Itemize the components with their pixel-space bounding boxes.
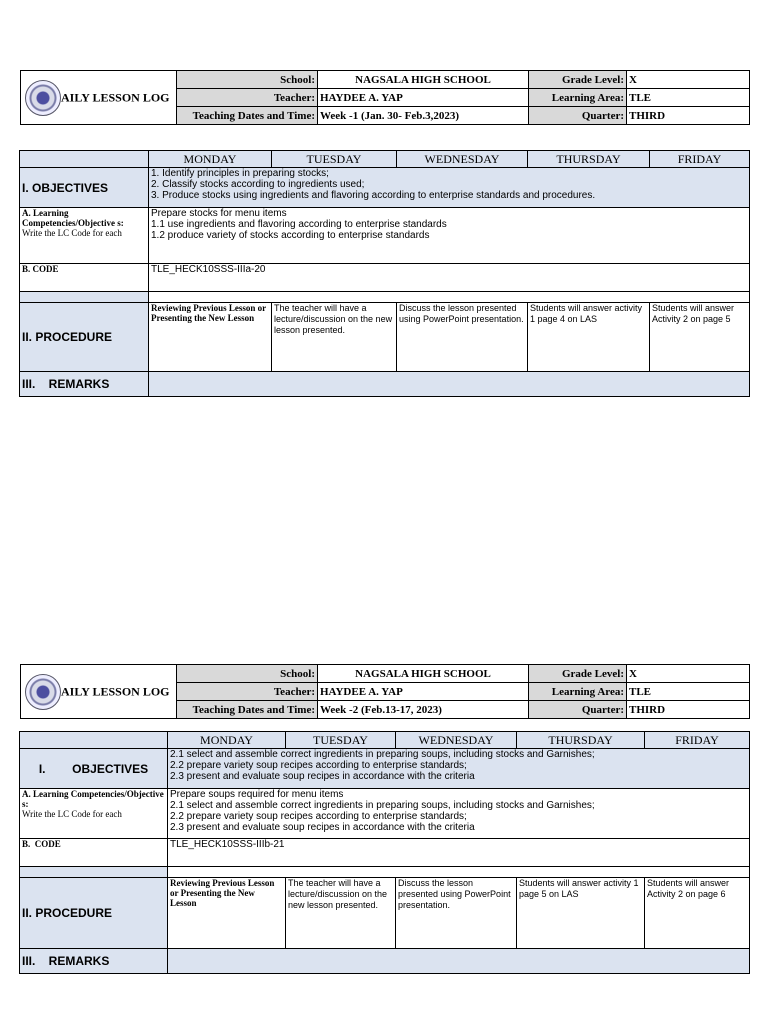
code-value: TLE_HECK10SSS-IIIa-20 <box>149 264 750 292</box>
corner-cell <box>20 732 168 749</box>
teaching-dates-label: Teaching Dates and Time: <box>177 107 318 125</box>
spacer-cell <box>20 867 168 878</box>
procedure-monday: Reviewing Previous Lesson or Presenting the New Lesson <box>168 878 286 949</box>
procedure-monday: Reviewing Previous Lesson or Presenting the New Lesson <box>149 303 272 372</box>
teaching-dates-label: Teaching Dates and Time: <box>177 701 318 719</box>
lesson-log-body-2 <box>19 731 750 974</box>
teacher-label: Teacher: <box>177 683 318 701</box>
competencies-note: Write the LC Code for each <box>22 809 122 819</box>
quarter-value: THIRD <box>627 701 750 719</box>
procedure-label: II. PROCEDURE <box>20 878 168 949</box>
objective-item: 2. Classify stocks according to ingredients used; <box>151 179 365 190</box>
lesson-log-title: AILY LESSON LOG <box>61 684 170 698</box>
school-value: NAGSALA HIGH SCHOOL <box>318 665 529 683</box>
remarks-cell <box>149 372 750 397</box>
remarks-label: III. REMARKS <box>20 372 149 397</box>
procedure-friday: Students will answer Activity 2 on page 6 <box>645 878 750 949</box>
learning-area-label: Learning Area: <box>529 89 627 107</box>
school-label: School: <box>177 665 318 683</box>
procedure-wednesday: Discuss the lesson presented using PowerPoint presentation. <box>397 303 528 372</box>
objective-item: 2.3 present and evaluate soup recipes in accordance with the criteria <box>170 771 475 782</box>
grade-level-value: X <box>627 665 750 683</box>
day-thursday: THURSDAY <box>517 732 645 749</box>
procedure-tuesday: The teacher will have a lecture/discussion on the new lesson presented. <box>286 878 396 949</box>
objectives-cell <box>168 749 750 789</box>
competencies-label-cell <box>20 208 149 264</box>
competencies-cell <box>149 208 750 264</box>
competencies-label-cell <box>20 789 168 839</box>
code-value: TLE_HECK10SSS-IIIb-21 <box>168 839 750 867</box>
teacher-label: Teacher: <box>177 89 318 107</box>
day-monday: MONDAY <box>168 732 286 749</box>
grade-level-label: Grade Level: <box>529 71 627 89</box>
corner-cell <box>20 151 149 168</box>
competency-item: 1.2 produce variety of stocks according to enterprise standards <box>151 230 430 241</box>
deped-seal-icon <box>25 80 61 116</box>
header-title-cell <box>21 665 177 719</box>
quarter-value: THIRD <box>627 107 750 125</box>
learning-area-value: TLE <box>627 683 750 701</box>
competencies-note: Write the LC Code for each <box>22 228 122 238</box>
objectives-label: I. OBJECTIVES <box>20 749 168 789</box>
day-thursday: THURSDAY <box>528 151 650 168</box>
code-label: B. CODE <box>20 839 168 867</box>
procedure-label: II. PROCEDURE <box>20 303 149 372</box>
grade-level-label: Grade Level: <box>529 665 627 683</box>
competency-item: Prepare soups required for menu items <box>170 789 344 800</box>
header-title-cell <box>21 71 177 125</box>
day-tuesday: TUESDAY <box>286 732 396 749</box>
teaching-dates-value: Week -1 (Jan. 30- Feb.3,2023) <box>318 107 529 125</box>
day-tuesday: TUESDAY <box>272 151 397 168</box>
lesson-log-body-1 <box>19 150 750 397</box>
procedure-tuesday: The teacher will have a lecture/discussion on the new lesson presented. <box>272 303 397 372</box>
competency-item: 2.2 prepare variety soup recipes according to enterprise standards; <box>170 811 467 822</box>
code-label: B. CODE <box>20 264 149 292</box>
day-wednesday: WEDNESDAY <box>396 732 517 749</box>
school-value: NAGSALA HIGH SCHOOL <box>318 71 529 89</box>
procedure-thursday: Students will answer activity 1 page 5 on LAS <box>517 878 645 949</box>
spacer-cell <box>168 867 750 878</box>
remarks-label: III. REMARKS <box>20 949 168 974</box>
procedure-friday: Students will answer Activity 2 on page 5 <box>650 303 750 372</box>
day-friday: FRIDAY <box>650 151 750 168</box>
quarter-label: Quarter: <box>529 701 627 719</box>
objective-item: 3. Produce stocks using ingredients and flavoring according to enterprise standards and procedures. <box>151 190 596 201</box>
teacher-value: HAYDEE A. YAP <box>318 683 529 701</box>
teacher-value: HAYDEE A. YAP <box>318 89 529 107</box>
objective-item: 2.1 select and assemble correct ingredients in preparing soups, including stocks and Garnishes; <box>170 749 595 760</box>
objective-item: 1. Identify principles in preparing stocks; <box>151 168 329 179</box>
day-friday: FRIDAY <box>645 732 750 749</box>
competency-item: 2.1 select and assemble correct ingredients in preparing soups, including stocks and Garnishes; <box>170 800 595 811</box>
remarks-cell <box>168 949 750 974</box>
objectives-label: I. OBJECTIVES <box>20 168 149 208</box>
day-monday: MONDAY <box>149 151 272 168</box>
quarter-label: Quarter: <box>529 107 627 125</box>
competency-item: 2.3 present and evaluate soup recipes in accordance with the criteria <box>170 822 475 833</box>
procedure-wednesday: Discuss the lesson presented using PowerPoint presentation. <box>396 878 517 949</box>
spacer-cell <box>20 292 149 303</box>
day-wednesday: WEDNESDAY <box>397 151 528 168</box>
lesson-log-header-2 <box>20 664 750 719</box>
objective-item: 2.2 prepare variety soup recipes according to enterprise standards; <box>170 760 467 771</box>
competencies-label: A. Learning Competencies/Objective s: <box>22 789 164 809</box>
procedure-thursday: Students will answer activity 1 page 4 on LAS <box>528 303 650 372</box>
competency-item: Prepare stocks for menu items <box>151 208 287 219</box>
spacer-cell <box>149 292 750 303</box>
teaching-dates-value: Week -2 (Feb.13-17, 2023) <box>318 701 529 719</box>
competency-item: 1.1 use ingredients and flavoring according to enterprise standards <box>151 219 447 230</box>
deped-seal-icon <box>25 674 61 710</box>
objectives-cell <box>149 168 750 208</box>
learning-area-value: TLE <box>627 89 750 107</box>
learning-area-label: Learning Area: <box>529 683 627 701</box>
lesson-log-title: AILY LESSON LOG <box>61 90 170 104</box>
lesson-log-header-1 <box>20 70 750 125</box>
school-label: School: <box>177 71 318 89</box>
grade-level-value: X <box>627 71 750 89</box>
competencies-cell <box>168 789 750 839</box>
competencies-label: A. Learning Competencies/Objective s: <box>22 208 124 228</box>
